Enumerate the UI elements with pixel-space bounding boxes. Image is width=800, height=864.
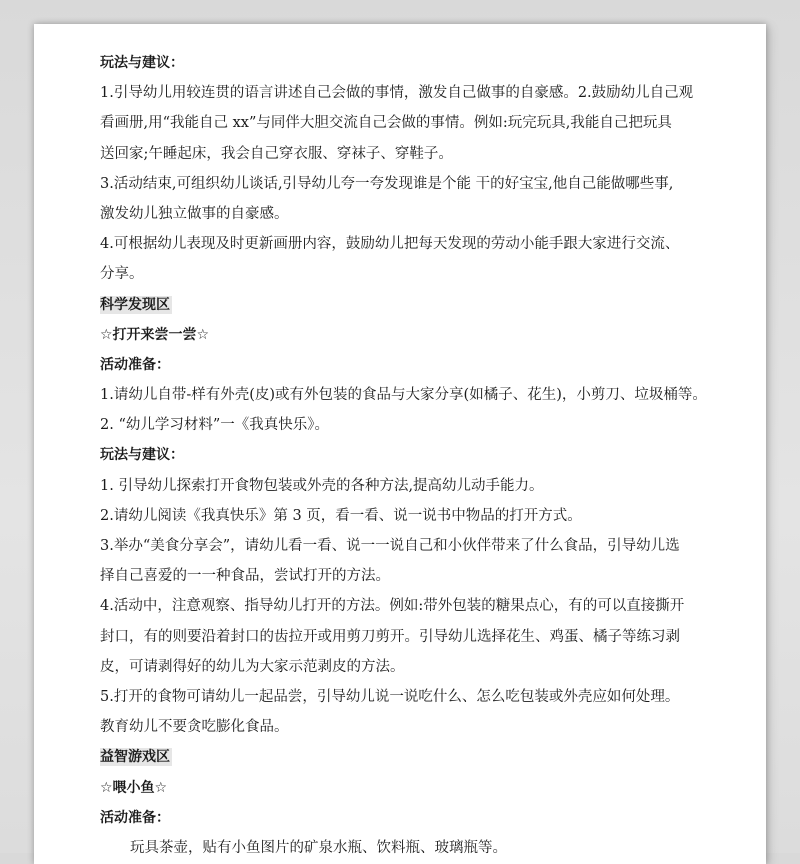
text-line: 送回家;午睡起床，我会自己穿衣服、穿袜子、穿鞋子。 [100, 145, 453, 162]
text-line: 3.活动结束,可组织幼儿谈话,引导幼儿夸一夸发现谁是个能 干的好宝宝,他自己能做哪些事, [100, 175, 674, 192]
text-line: 活动准备： [100, 356, 170, 373]
text-line: 分享。 [100, 266, 144, 283]
text-line: 教育幼儿不要贪吃膨化食品。 [100, 719, 289, 736]
text-line: 科学发现区 [100, 296, 170, 313]
text-line: 3.举办“美食分享会”，请幼儿看一看、说一一说自己和小伙伴带来了什么食品，引导幼儿选 [100, 538, 680, 554]
text-line: 玩法与建议： [100, 447, 184, 464]
text-line: 择自己喜爱的一一种食品，尝试打开的方法。 [100, 568, 390, 585]
text-line: 1. 引导幼儿探索打开食物包装或外壳的各种方法,提高幼儿动手能力。 [100, 477, 544, 494]
text-line: 益智游戏区 [100, 749, 170, 766]
text-line: 玩具茶壶，贴有小鱼图片的矿泉水瓶、饮料瓶、玻璃瓶等。 [130, 839, 507, 856]
text-line: 玩法与建议： [100, 55, 184, 71]
document-content [100, 48, 760, 863]
text-line: 皮，可请剥得好的幼儿为大家示范剥皮的方法。 [100, 658, 405, 675]
text-line: 封口，有的则要沿着封口的齿拉开或用剪刀剪开。引导幼儿选择花生、鸡蛋、橘子等练习剥 [100, 628, 680, 645]
document-page [34, 24, 766, 864]
text-line: ☆喂小鱼☆ [100, 779, 168, 796]
text-line: 活动准备： [100, 809, 170, 826]
text-line: 1.引导幼儿用较连贯的语言讲述自己会做的事情，激发自己做事的自豪感。2.鼓励幼儿自己观 [100, 85, 694, 102]
text-line: ☆打开来尝一尝☆ [100, 326, 210, 343]
text-line: 5.打开的食物可请幼儿一起品尝，引导幼儿说一说吃什么、怎么吃包装或外壳应如何处理。 [100, 688, 680, 705]
text-line: 激发幼儿独立做事的自豪感。 [100, 205, 289, 222]
text-line: 2.请幼儿阅读《我真快乐》第 3 页，看一看、说一说书中物品的打开方式。 [100, 507, 582, 524]
text-line: 2. “幼儿学习材料”一《我真快乐》。 [100, 417, 330, 434]
text-line: 看画册,用“我能自己 xx”与同伴大胆交流自己会做的事情。例如:玩完玩具,我能自己把玩具 [100, 115, 672, 132]
text-line: 4.可根据幼儿表现及时更新画册内容，鼓励幼儿把每天发现的劳动小能手跟大家进行交流、 [100, 236, 680, 253]
text-line: 4.活动中，注意观察、指导幼儿打开的方法。例如:带外包装的糖果点心，有的可以直接撕开 [100, 598, 685, 615]
text-line: 1.请幼儿自带-样有外壳(皮)或有外包装的食品与大家分享(如橘子、花生)，小剪刀、垃圾桶等。 [100, 387, 707, 404]
